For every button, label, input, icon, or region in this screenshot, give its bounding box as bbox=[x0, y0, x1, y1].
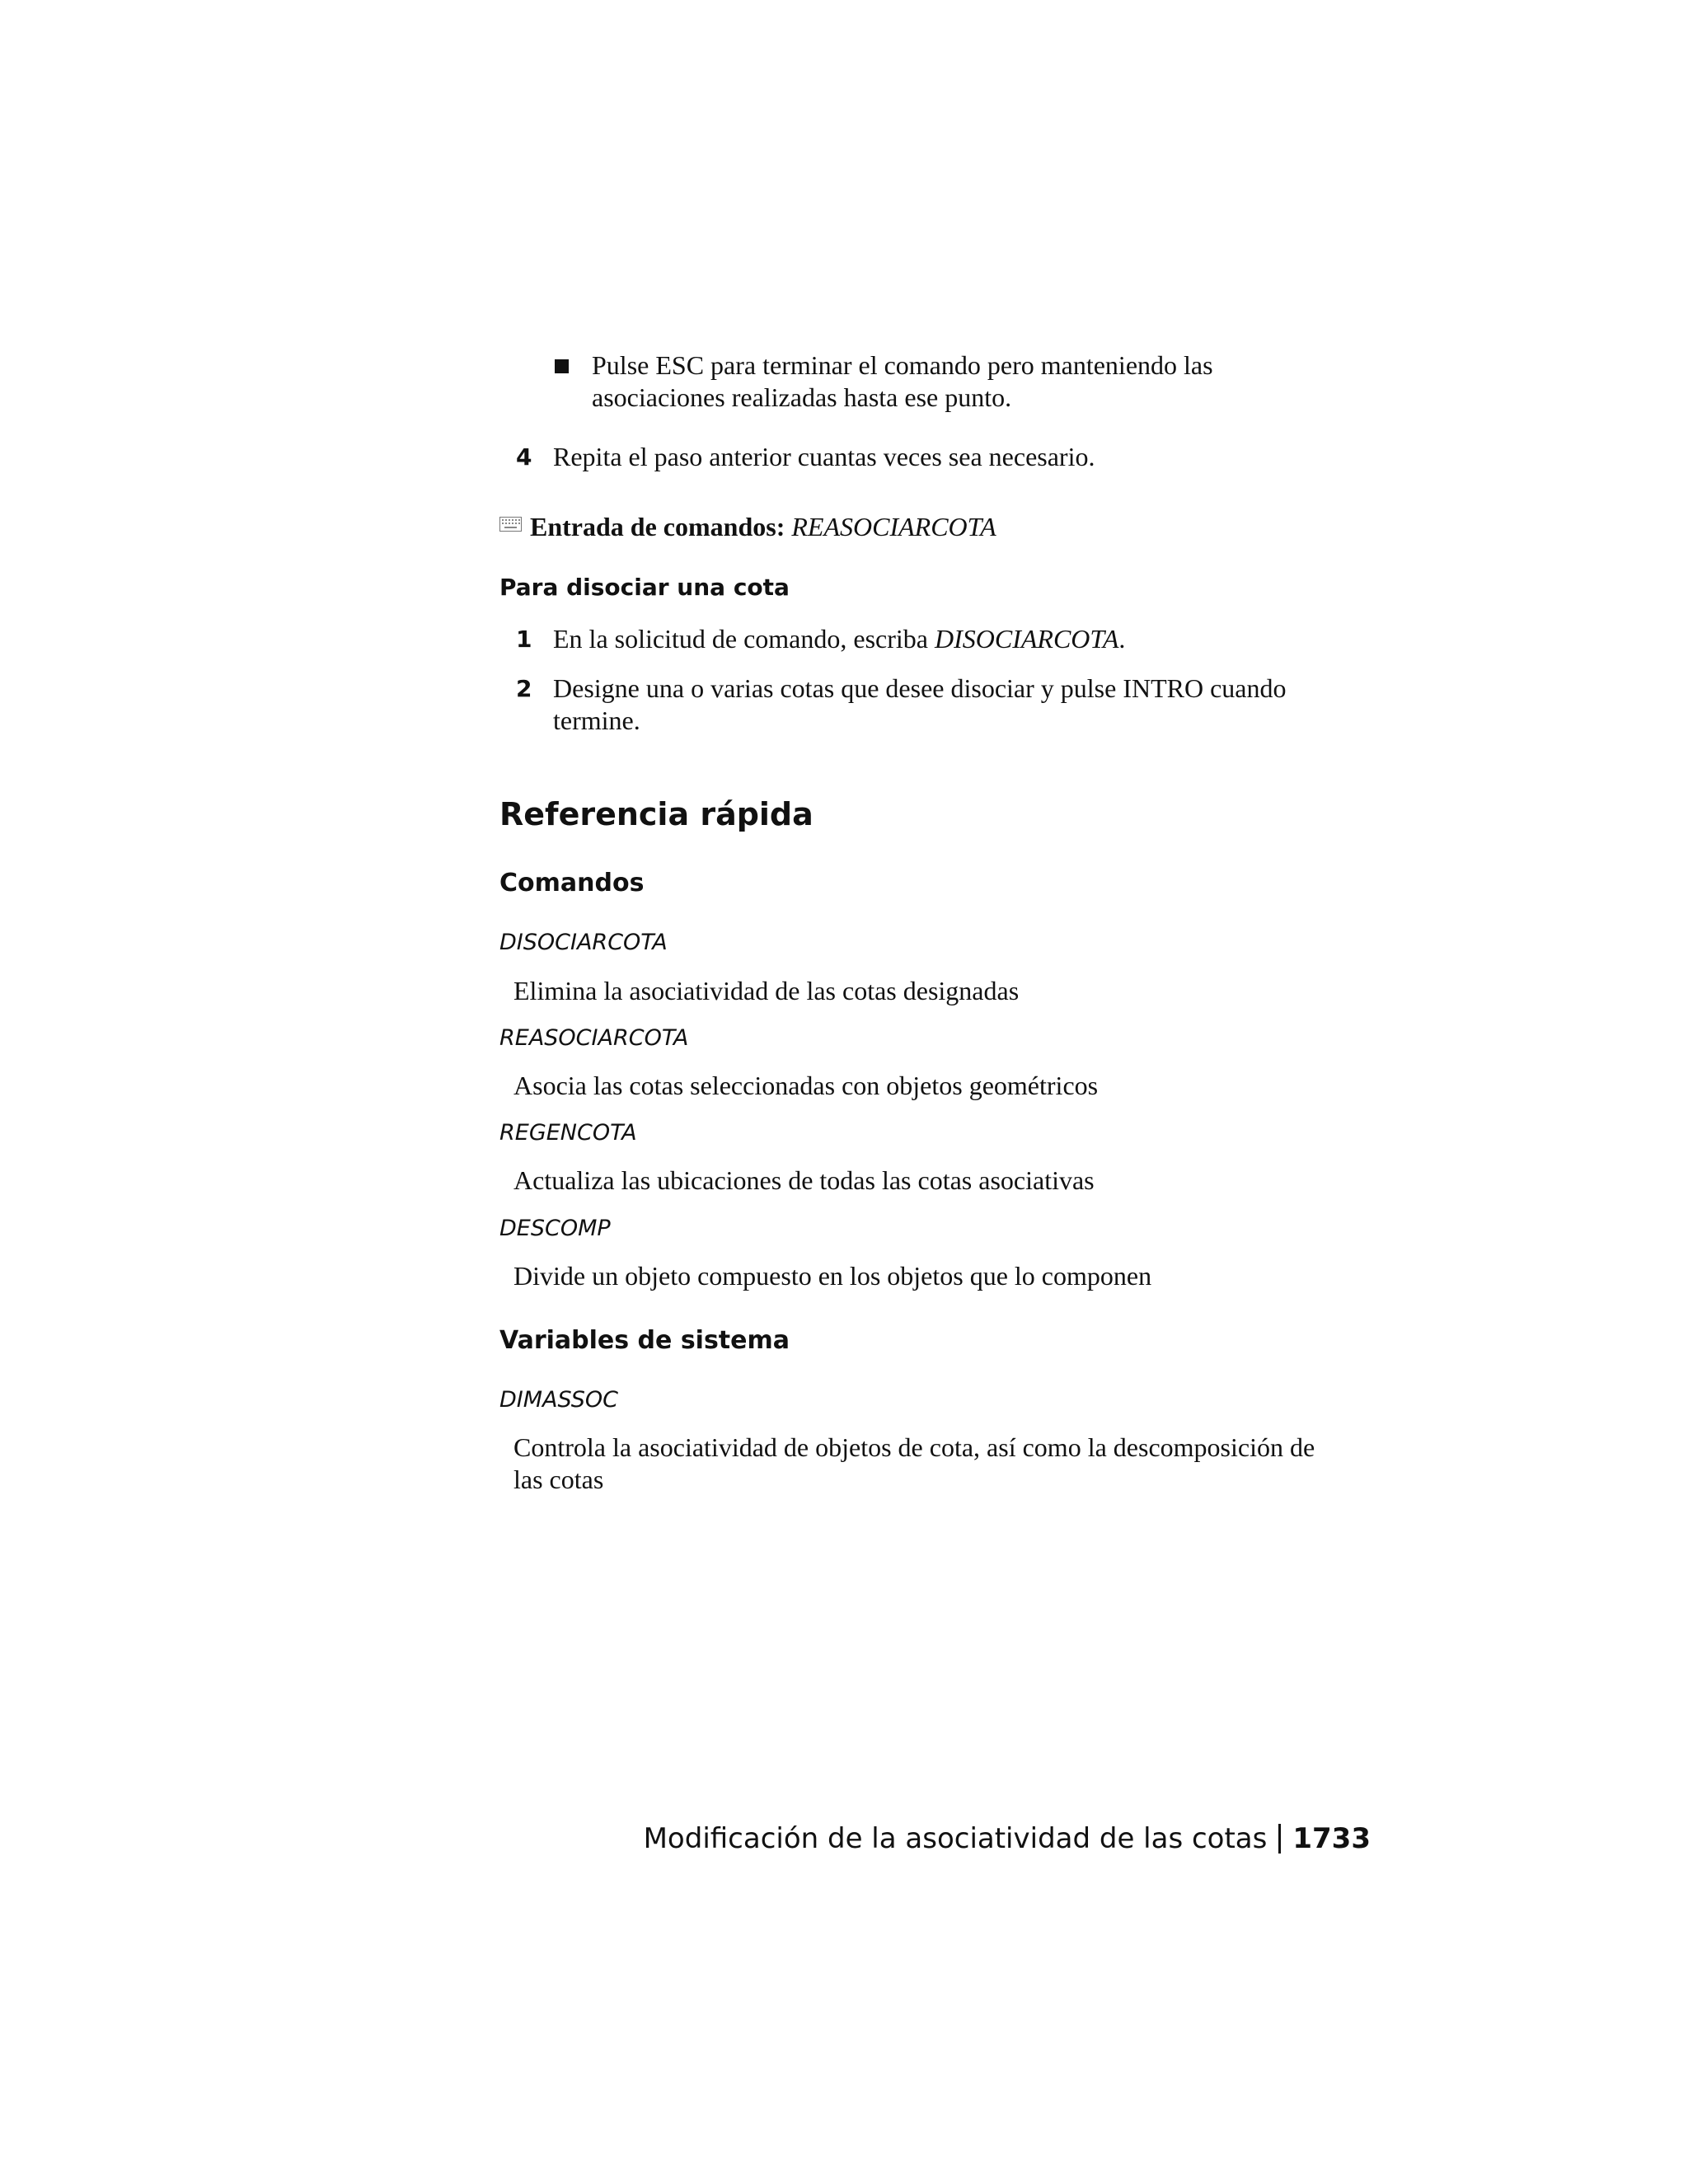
bullet-square-icon bbox=[555, 359, 569, 373]
command-entry-value: REASOCIARCOTA bbox=[791, 512, 996, 541]
procedure-heading: Para disociar una cota bbox=[499, 574, 790, 601]
sysvar-description-line-2: las cotas bbox=[513, 1465, 604, 1494]
step-text-prefix: En la solicitud de comando, escriba bbox=[553, 624, 935, 654]
sysvar-description-line-1: Controla la asociatividad de objetos de cota, así como la descomposición de bbox=[513, 1432, 1315, 1462]
bullet-text-line-1: Pulse ESC para terminar el comando pero manteniendo las bbox=[592, 350, 1213, 380]
command-name: DESCOMP bbox=[499, 1216, 611, 1241]
command-description: Asocia las cotas seleccionadas con objetos geométricos bbox=[513, 1071, 1099, 1100]
step-text-suffix: . bbox=[1118, 624, 1126, 654]
commands-heading: Comandos bbox=[499, 869, 645, 898]
command-description: Divide un objeto compuesto en los objetos que lo componen bbox=[513, 1261, 1152, 1291]
step-text bbox=[553, 623, 1125, 655]
sysvar-name: DIMASSOC bbox=[499, 1387, 618, 1413]
bullet-text-line-2: asociaciones realizadas hasta ese punto. bbox=[592, 382, 1012, 412]
sysvars-heading: Variables de sistema bbox=[499, 1326, 790, 1355]
command-description: Elimina la asociatividad de las cotas designadas bbox=[513, 976, 1020, 1005]
step-number: 1 bbox=[516, 626, 532, 653]
page-number: 1733 bbox=[1292, 1822, 1371, 1855]
command-name: REGENCOTA bbox=[499, 1120, 637, 1146]
keyboard-icon bbox=[499, 517, 522, 532]
step-command: DISOCIARCOTA bbox=[934, 624, 1119, 654]
page-footer bbox=[644, 1821, 1371, 1856]
step-text-line-2: termine. bbox=[553, 705, 640, 735]
command-description: Actualiza las ubicaciones de todas las cotas asociativas bbox=[513, 1165, 1095, 1195]
footer-separator bbox=[1278, 1824, 1281, 1854]
command-name: DISOCIARCOTA bbox=[499, 930, 668, 955]
command-entry bbox=[530, 511, 996, 543]
footer-title: Modificación de la asociatividad de las cotas bbox=[643, 1822, 1268, 1855]
section-heading: Referencia rápida bbox=[499, 796, 814, 832]
command-entry-label: Entrada de comandos: bbox=[530, 512, 785, 541]
step-number: 4 bbox=[516, 443, 532, 471]
step-text: Repita el paso anterior cuantas veces sea necesario. bbox=[553, 442, 1095, 471]
step-number: 2 bbox=[516, 675, 532, 702]
step-text-line-1: Designe una o varias cotas que desee disociar y pulse INTRO cuando bbox=[553, 673, 1287, 703]
command-name: REASOCIARCOTA bbox=[499, 1025, 689, 1051]
